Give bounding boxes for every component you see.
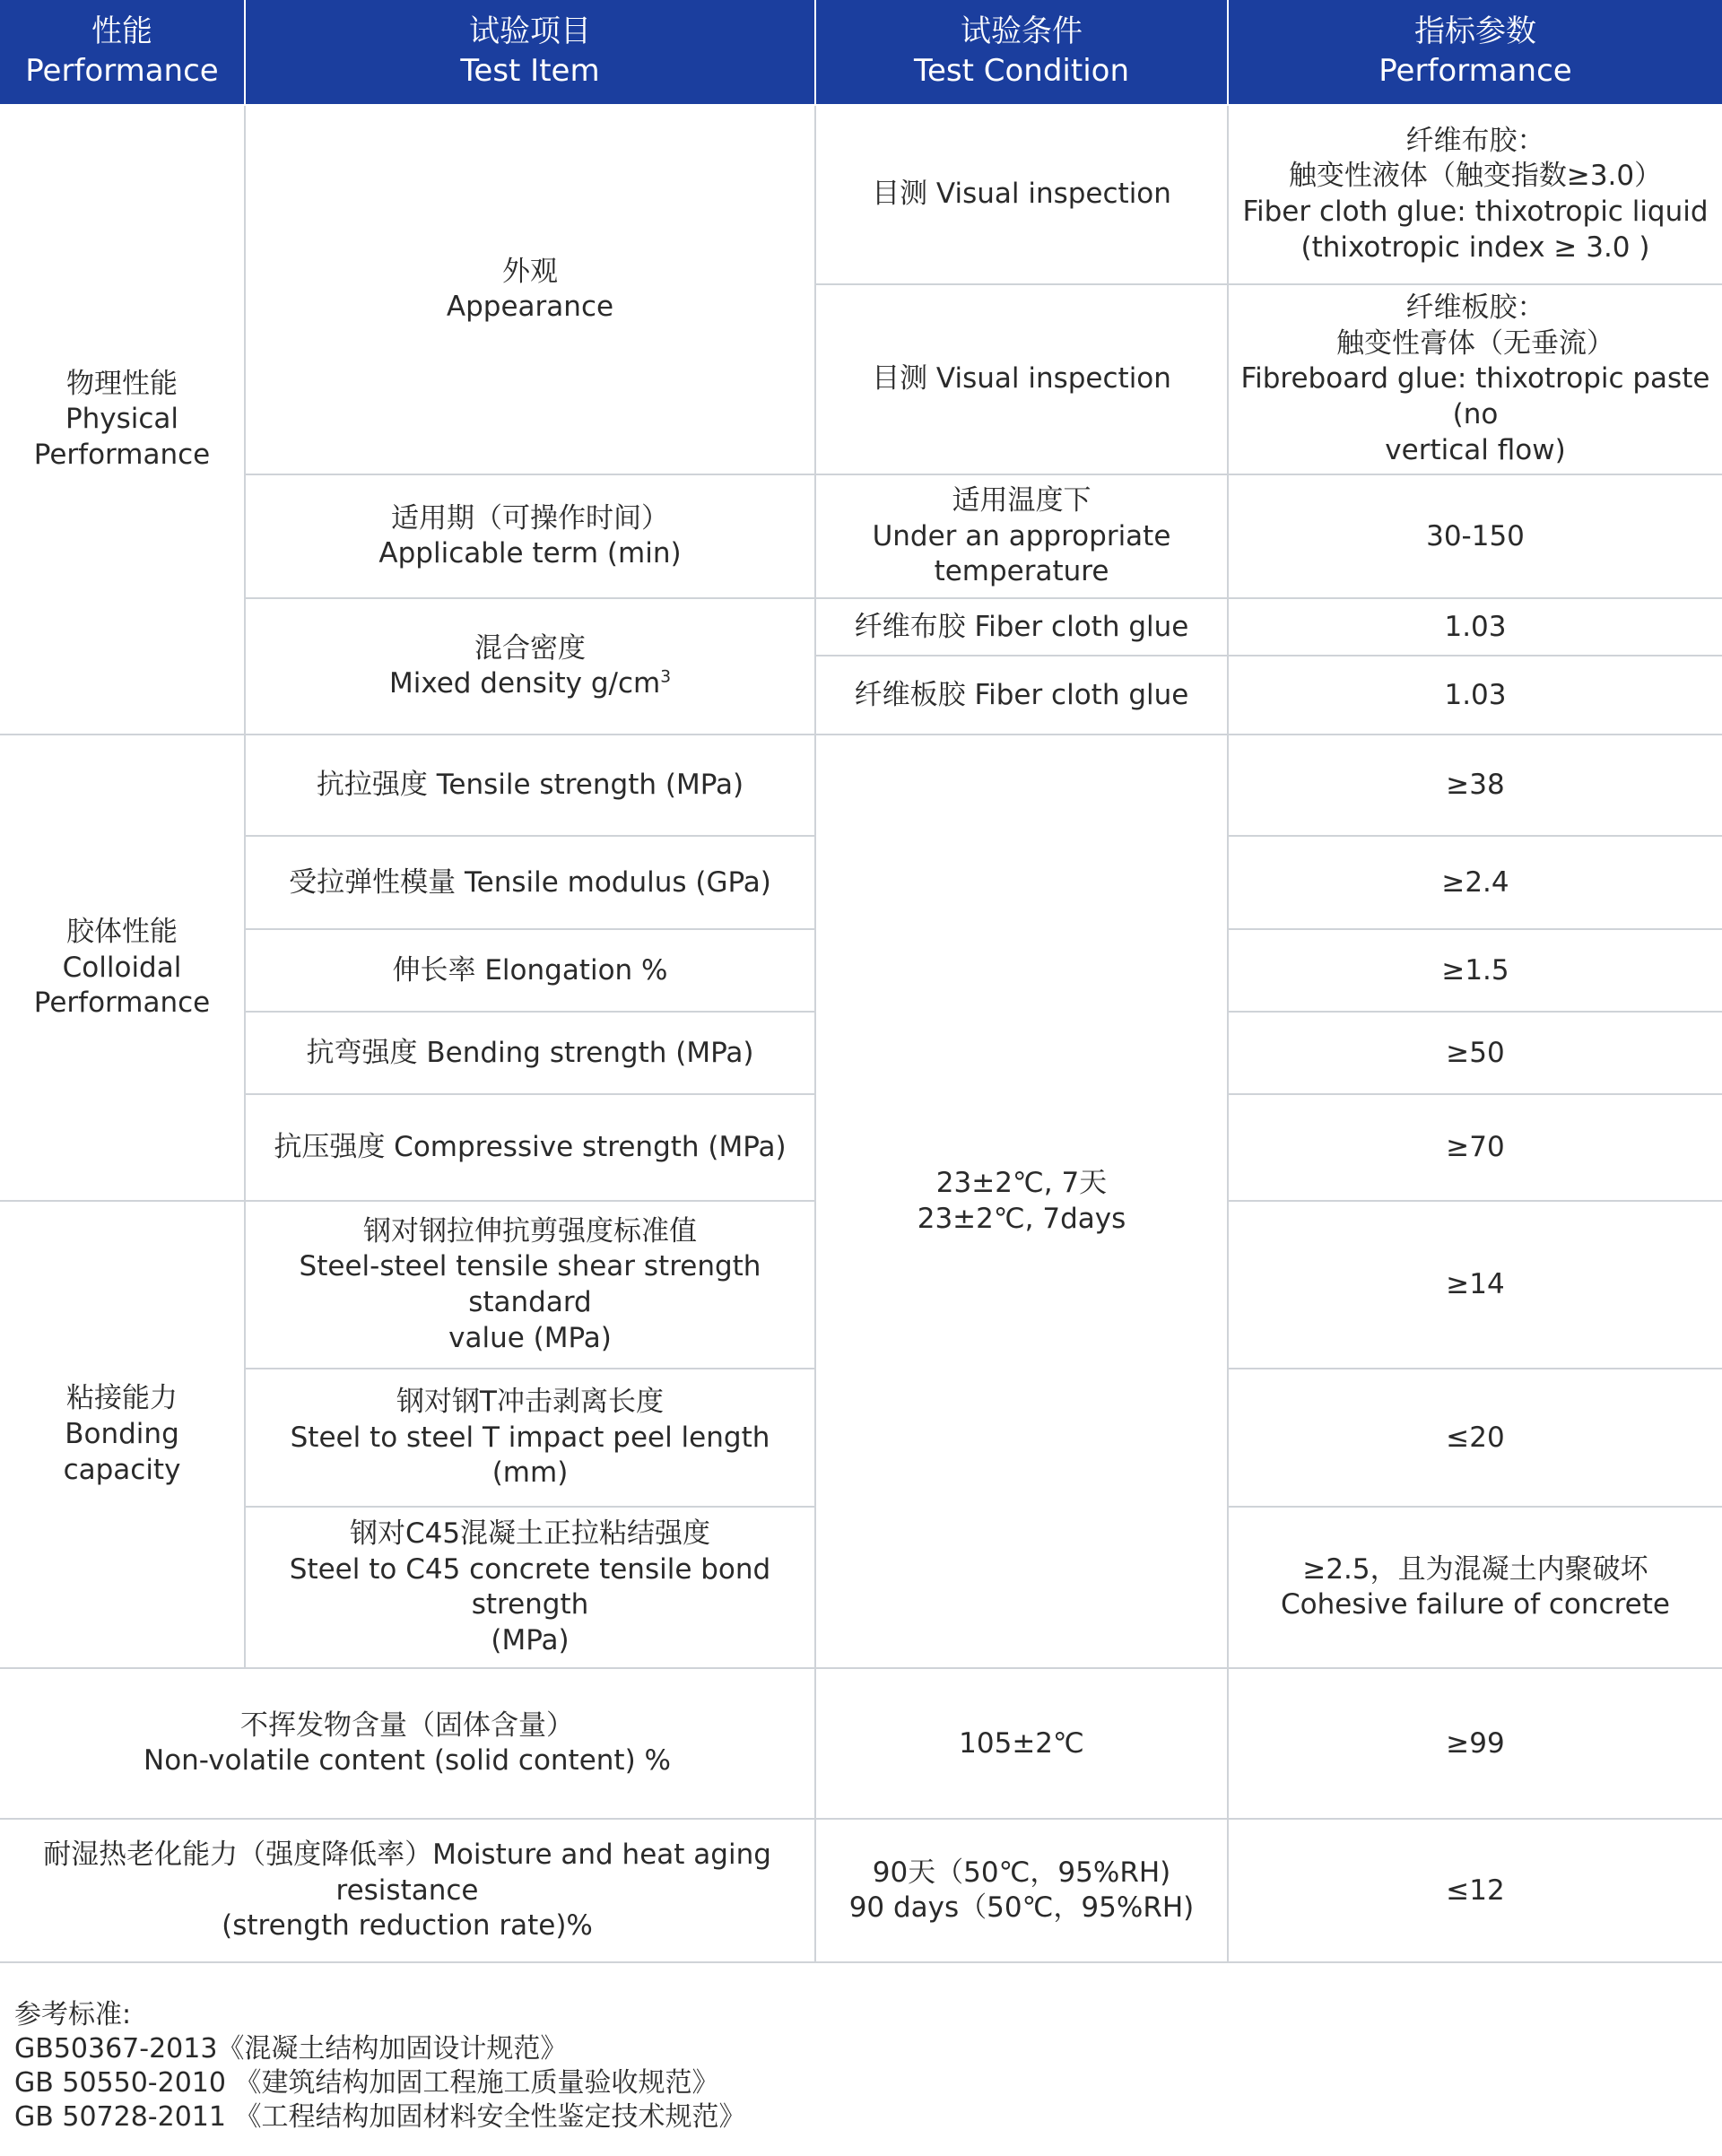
value-bending: ≥50 <box>1228 1012 1722 1094</box>
value-bond-c45-l1: ≥2.5，且为混凝土内聚破坏 <box>1302 1552 1648 1586</box>
condition-term-l2: Under an appropriate <box>872 519 1171 552</box>
value-compressive: ≥70 <box>1228 1094 1722 1201</box>
item-density-zh: 混合密度 <box>474 631 586 665</box>
value-modulus: ≥2.4 <box>1228 836 1722 929</box>
condition-shared-l1: 23±2℃, 7天 <box>935 1167 1108 1200</box>
value-appearance-2-l2: 触变性膏体（无垂流） <box>1336 326 1614 360</box>
value-appearance-2-l4: vertical flow) <box>1385 433 1566 466</box>
condition-term <box>815 474 1228 598</box>
group-colloidal-en1: Colloidal <box>62 951 182 984</box>
value-term: 30-150 <box>1228 474 1722 598</box>
reference-title: 参考标准: <box>14 1999 132 2030</box>
header-performance-en: Performance <box>25 53 219 89</box>
value-peel: ≤20 <box>1228 1369 1722 1507</box>
item-peel <box>245 1369 815 1507</box>
value-tensile: ≥38 <box>1228 735 1722 836</box>
item-nonvolatile-l1: 不挥发物含量（固体含量） <box>240 1708 574 1742</box>
header-test-condition-zh: 试验条件 <box>961 13 1083 50</box>
condition-nonvolatile: 105±2℃ <box>815 1668 1228 1819</box>
value-appearance-2-l3: Fibreboard glue: thixotropic paste (no <box>1240 362 1710 431</box>
item-elongation: 伸长率 Elongation % <box>245 929 815 1012</box>
item-aging-l2: (strength reduction rate)% <box>222 1909 593 1943</box>
item-appearance <box>245 105 815 474</box>
header-test-item <box>245 0 815 105</box>
item-density-en-text: Mixed density g/cm <box>388 667 661 700</box>
group-colloidal <box>0 735 245 1201</box>
value-bond-c45-l2: Cohesive failure of concrete <box>1281 1588 1670 1621</box>
item-appearance-en: Appearance <box>446 291 614 324</box>
group-physical-en2: Performance <box>33 439 211 472</box>
item-aging-l1: 耐湿热老化能力（强度降低率）Moisture and heat aging resistance <box>43 1838 771 1907</box>
group-colloidal-zh: 胶体性能 <box>66 915 178 948</box>
reference-item: GB50367-2013《混凝土结构加固设计规范》 <box>14 2033 568 2065</box>
header-index-en: Performance <box>1378 53 1572 89</box>
item-peel-l1: 钢对钢T冲击剥离长度 <box>396 1385 664 1418</box>
item-shear-l2: Steel-steel tensile shear strength standard <box>299 1250 761 1318</box>
item-peel-l2: Steel to steel T impact peel length (mm) <box>290 1421 770 1490</box>
header-index <box>1228 0 1722 105</box>
value-appearance-1 <box>1228 105 1722 284</box>
condition-term-l1: 适用温度下 <box>952 483 1091 517</box>
table-row <box>0 474 1722 598</box>
item-bond-c45-l2: Steel to C45 concrete tensile bond strength <box>289 1552 771 1621</box>
item-nonvolatile <box>0 1668 815 1819</box>
value-appearance-2 <box>1228 284 1722 474</box>
item-aging <box>0 1819 815 1962</box>
value-elongation: ≥1.5 <box>1228 929 1722 1012</box>
item-density <box>245 598 815 735</box>
value-appearance-1-l4: (thixotropic index ≥ 3.0 ) <box>1300 230 1650 264</box>
condition-density-2: 纤维板胶 Fiber cloth glue <box>815 656 1228 735</box>
item-nonvolatile-l2: Non-volatile content (solid content) % <box>144 1744 671 1778</box>
item-bond-c45-l1: 钢对C45混凝土正拉粘结强度 <box>349 1517 711 1551</box>
item-term <box>245 474 815 598</box>
value-bond-c45 <box>1228 1507 1722 1668</box>
header-row <box>0 0 1722 105</box>
header-test-condition <box>815 0 1228 105</box>
condition-aging <box>815 1819 1228 1962</box>
condition-aging-l1: 90天（50℃，95%RH) <box>872 1856 1171 1889</box>
item-term-zh: 适用期（可操作时间） <box>391 501 669 535</box>
item-bond-c45-l3: (MPa) <box>491 1624 570 1657</box>
item-density-en <box>255 666 805 702</box>
reference-item: GB 50550-2010 《建筑结构加固工程施工质量验收规范》 <box>14 2067 719 2099</box>
reference-item: GB 50728-2011 《工程结构加固材料安全性鉴定技术规范》 <box>14 2101 746 2133</box>
item-bending: 抗弯强度 Bending strength (MPa) <box>245 1012 815 1094</box>
condition-shared-l2: 23±2℃, 7days <box>917 1202 1126 1235</box>
header-performance <box>0 0 245 105</box>
item-tensile: 抗拉强度 Tensile strength (MPa) <box>245 735 815 836</box>
value-nonvolatile: ≥99 <box>1228 1668 1722 1819</box>
header-test-condition-en: Test Condition <box>913 53 1129 89</box>
table-row <box>0 735 1722 836</box>
group-physical-zh: 物理性能 <box>66 367 178 400</box>
condition-appearance-2: 目测 Visual inspection <box>815 284 1228 474</box>
table-row <box>0 1668 1722 1819</box>
group-bonding-en: Bonding capacity <box>63 1418 181 1486</box>
value-appearance-2-l1: 纤维板胶： <box>1405 291 1545 324</box>
group-physical <box>0 105 245 735</box>
value-appearance-1-l1: 纤维布胶： <box>1405 124 1545 157</box>
table-row <box>0 598 1722 656</box>
item-modulus: 受拉弹性模量 Tensile modulus (GPa) <box>245 836 815 929</box>
header-index-zh: 指标参数 <box>1414 13 1536 50</box>
header-test-item-zh: 试验项目 <box>469 13 591 50</box>
item-shear <box>245 1201 815 1369</box>
condition-density-1: 纤维布胶 Fiber cloth glue <box>815 598 1228 656</box>
item-bond-c45 <box>245 1507 815 1668</box>
value-shear: ≥14 <box>1228 1201 1722 1369</box>
table-row <box>0 105 1722 284</box>
item-shear-l3: value (MPa) <box>448 1321 612 1354</box>
item-term-en: Applicable term (min) <box>378 537 682 570</box>
header-performance-zh: 性能 <box>91 13 152 50</box>
value-appearance-1-l3: Fiber cloth glue: thixotropic liquid <box>1242 196 1709 228</box>
condition-aging-l2: 90 days（50℃，95%RH) <box>848 1891 1195 1925</box>
value-aging: ≤12 <box>1228 1819 1722 1962</box>
condition-shared <box>815 735 1228 1668</box>
item-density-sup: 3 <box>660 668 672 688</box>
table-row <box>0 1819 1722 1962</box>
value-density-2: 1.03 <box>1228 656 1722 735</box>
item-shear-l1: 钢对钢拉伸抗剪强度标准值 <box>363 1214 697 1248</box>
group-bonding <box>0 1201 245 1668</box>
header-test-item-en: Test Item <box>460 53 600 89</box>
item-appearance-zh: 外观 <box>502 255 558 288</box>
group-colloidal-en2: Performance <box>33 987 211 1020</box>
value-appearance-1-l2: 触变性液体（触变指数≥3.0） <box>1288 160 1663 193</box>
group-bonding-zh: 粘接能力 <box>66 1382 178 1415</box>
group-physical-en1: Physical <box>65 403 179 436</box>
item-compressive: 抗压强度 Compressive strength (MPa) <box>245 1094 815 1201</box>
reference-standards <box>14 1998 746 2134</box>
value-density-1: 1.03 <box>1228 598 1722 656</box>
condition-term-l3: temperature <box>934 555 1109 588</box>
condition-appearance-1: 目测 Visual inspection <box>815 105 1228 284</box>
